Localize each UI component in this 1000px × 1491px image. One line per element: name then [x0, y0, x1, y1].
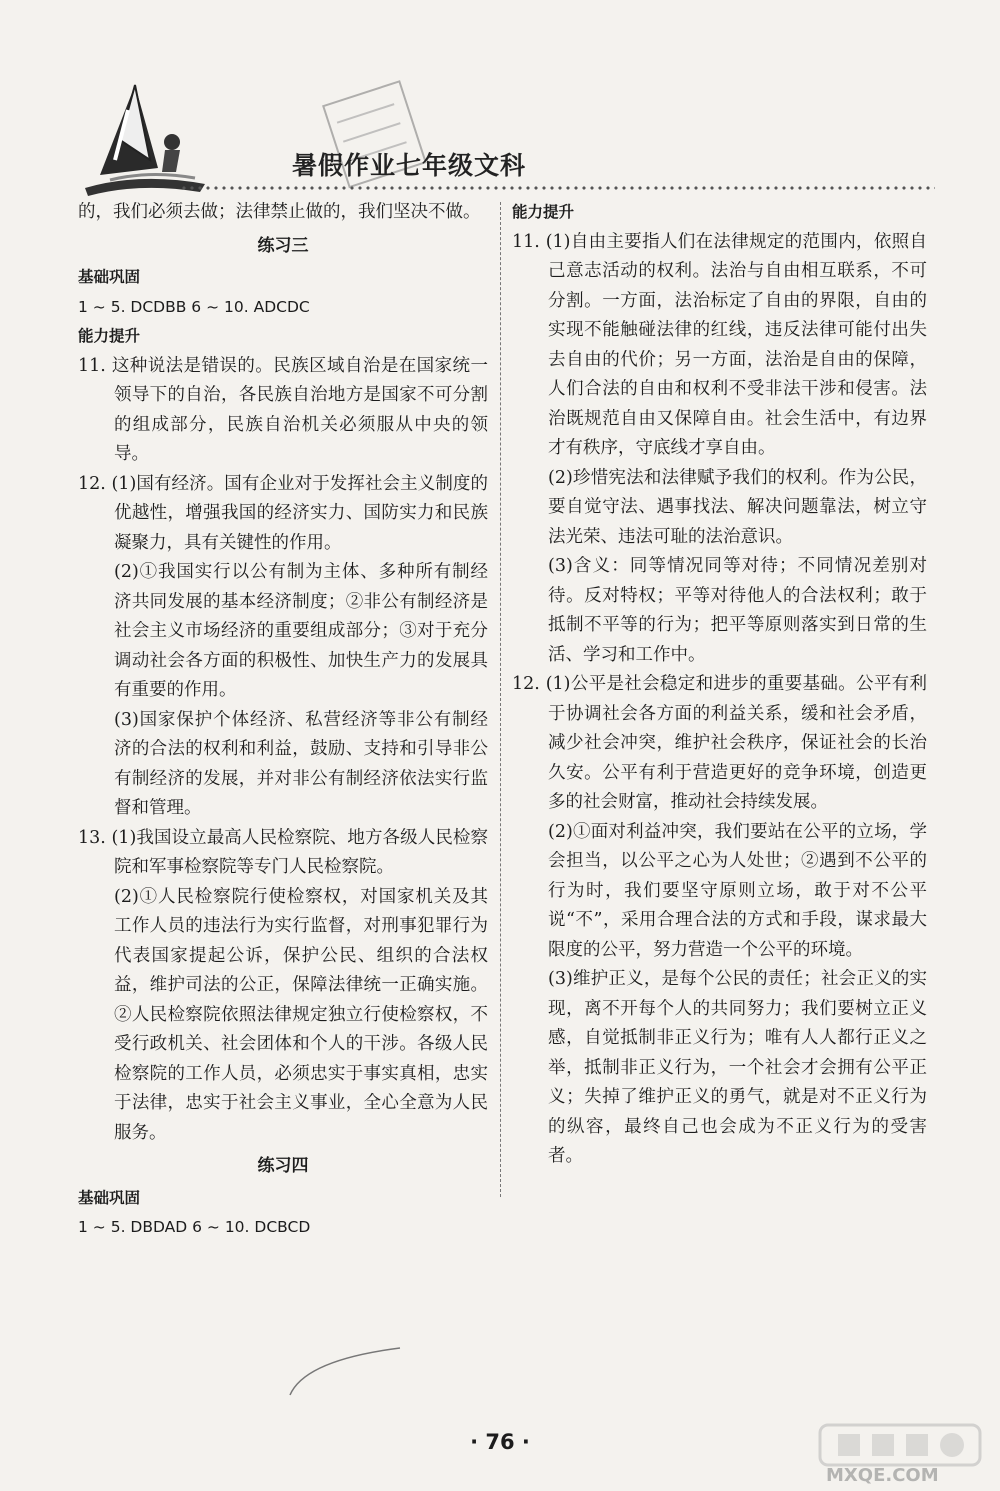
exercise-3-answers: 1 ~ 5. DCDBB 6 ~ 10. ADCDC — [78, 297, 310, 316]
answer-12-3: (3)国家保护个体经济、私营经济等非公有制经济的合法的权利和利益，鼓励、支持和引导非公有制经济的发展，并对非公有制经济依法实行监督和管理。 — [114, 709, 488, 818]
answer-r12-1: 12. (1)公平是社会稳定和进步的重要基础。公平有利于协调社会各方面的利益关系，缓和社会矛盾，减少社会冲突，维护社会秩序，保证社会的长治久安。公平有利于营造更好的竞争环境，创造更多的社会财富，推动社会持续发展。 — [512, 674, 927, 812]
answer-r12-3: (3)维护正义，是每个公民的责任；社会正义的实现，离不开每个人的共同努力；我们要树立正义感，自觉抵制非正义行为；唯有人人都行正义之举，抵制非正义行为，一个社会才会拥有公平正义；失掉了维护正义的勇气，就是对不正义行为的纵容，最终自己也会成为不正义行为的受害者。 — [548, 969, 927, 1166]
answer-13-2: (2)①人民检察院行使检察权，对国家机关及其工作人员的违法行为实行监督，对刑事犯罪行为代表国家提起公诉，保护公民、组织的合法权益，维护司法的公正，保障法律统一正确实施。②人民检察院依照法律规定独立行使检察权，不受行政机关、社会团体和个人的干涉。各级人民检察院的工作人员，必须忠实于事实真相，忠实于法律，忠实于社会主义事业，全心全意为人民服务。 — [114, 886, 488, 1143]
answer-r11-2: (2)珍惜宪法和法律赋予我们的权利。作为公民，要自觉守法、遇事找法、解决问题靠法，树立守法光荣、违法可耻的法治意识。 — [548, 467, 927, 547]
continued-paragraph: 的，我们必须去做；法律禁止做的，我们坚决不做。 — [78, 202, 481, 222]
section-basic-2: 基础巩固 — [78, 1188, 141, 1207]
windsurfer-logo-icon — [80, 80, 250, 200]
watermark-text: MXQE.COM — [826, 1465, 939, 1486]
section-basic: 基础巩固 — [78, 268, 141, 286]
exercise-4-answers: 1 ~ 5. DBDAD 6 ~ 10. DCBCD — [78, 1218, 311, 1236]
dotted-rule — [180, 184, 935, 192]
answer-r12-2: (2)①面对利益冲突，我们要站在公平的立场，学会担当，以公平之心为人处世；②遇到不公平的行为时，我们要坚守原则立场，敢于对不公平说“不”，采用合理合法的方式和手段，谋求最大限度的公平，努力营造一个公平的环境。 — [548, 821, 927, 960]
answer-r11-3: (3)含义：同等情况同等对待；不同情况差别对待。反对特权；平等对待他人的合法权利；敢于抵制不平等的行为；把平等原则落实到日常的生活、学习和工作中。 — [548, 556, 927, 665]
section-improve-right: 能力提升 — [512, 203, 575, 221]
right-column — [512, 198, 927, 1172]
exercise-4-title: 练习四 — [257, 1156, 309, 1176]
page-title: 暑假作业七年级文科 — [292, 151, 527, 180]
page-number: · 76 · — [470, 1430, 530, 1454]
answer-12-2: (2)①我国实行以公有制为主体、多种所有制经济共同发展的基本经济制度；②非公有制经济是社会主义市场经济的重要组成部分；③对于充分调动社会各方面的积极性、加快生产力的发展具有重要的作用。 — [114, 562, 488, 700]
answer-r11-1: 11. (1)自由主要指人们在法律规定的范围内，依照自己意志活动的权利。法治与自由相互联系，不可分割。一方面，法治标定了自由的界限，自由的实现不能触碰法律的红线，违反法律可能付出失去自由的代价；另一方面，法治是自由的保障，人们合法的自由和权利不受非法干涉和侵害。法治既规范自由又保障自由。社会生活中，有边界才有秩序，守底线才享自由。 — [512, 231, 927, 458]
answer-13-1: 13. (1)我国设立最高人民检察院、地方各级人民检察院和军事检察院等专门人民检察院。 — [78, 827, 488, 877]
exercise-3-title: 练习三 — [257, 235, 309, 256]
pen-stroke-mark — [285, 1340, 405, 1400]
answer-11: 11. 这种说法是错误的。民族区域自治是在国家统一领导下的自治，各民族自治地方是国家不可分割的组成部分，民族自治机关必须服从中央的领导。 — [78, 355, 488, 464]
page-header — [70, 70, 940, 200]
column-divider — [500, 202, 501, 1197]
left-column — [78, 198, 488, 1243]
answer-12-1: 12. (1)国有经济。国有企业对于发挥社会主义制度的优越性，增强我国的经济实力、国防实力和民族凝聚力，具有关键性的作用。 — [78, 473, 488, 553]
section-improve: 能力提升 — [78, 327, 141, 345]
